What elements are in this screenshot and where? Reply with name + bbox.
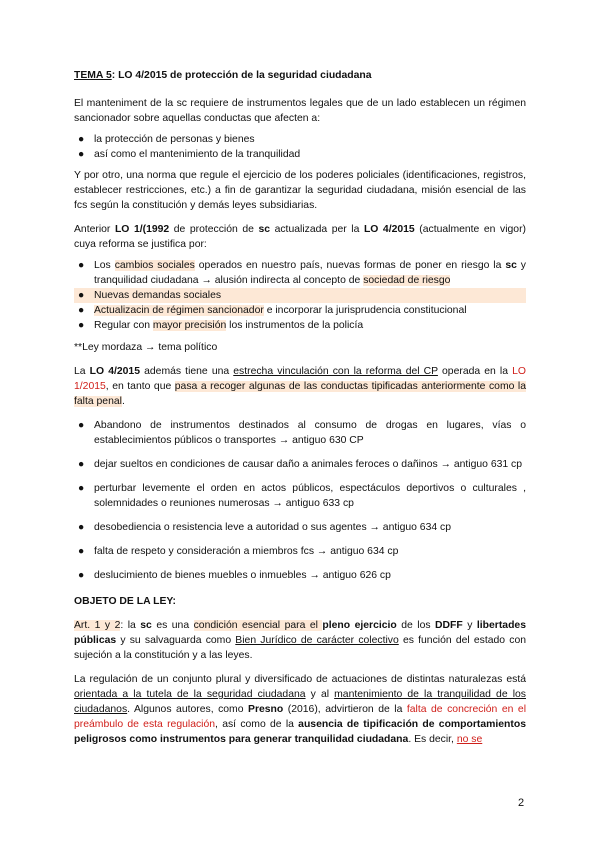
intro-paragraph: El manteniment de la sc requiere de instrumentos legales que de un lado establecen un régimen sancionador sobre aquellas conductas que afecten a: [74, 98, 526, 124]
list-item: ● Regular con mayor precisión los instrumentos de la policía [78, 320, 364, 331]
paragraph-regulation: La regulación de un conjunto plural y diversificado de actuaciones de distintas naturalezas está orientada a la tutela de la seguridad ciudadana y al mantenimiento de la tranquilidad de los ciudadanos. Algunos autores, como Presno (2016), advirtieron de la falta de concreción en el preámbulo de esta regulación, así como de la ausencia de tipificación de comportamientos peligrosos como instrumentos para generar tranquilidad ciudadana. Es decir, no se [74, 674, 526, 745]
paragraph-prior-law: Anterior LO 1/(1992 de protección de sc actualizada per la LO 4/2015 (actualmente en vigor) cuya reforma se justifica por: [74, 224, 526, 250]
bullet-icon: ● [78, 570, 85, 581]
bullet-icon: ● [78, 260, 85, 271]
list-item: ● la protección de personas y bienes [78, 134, 255, 145]
paragraph-powers: Y por otro, una norma que regule el ejercicio de los poderes policiales (identificaciones, registros, establecer restricciones, etc.) a fin de garantizar la seguridad ciudadana, misión esencial de las fcs según la constitución y demás leyes subsidiarias. [74, 170, 526, 211]
bullet-icon: ● [78, 134, 85, 145]
bullet-icon: ● [78, 483, 85, 494]
document-title [74, 68, 526, 83]
bullet-icon: ● [78, 305, 85, 316]
list-reform-reasons [74, 258, 526, 333]
list-item: ● Nuevas demandas sociales [74, 288, 526, 303]
bullet-icon: ● [78, 149, 85, 160]
list-item: ● falta de respeto y consideración a miembros fcs → antiguo 634 cp [78, 546, 399, 557]
bullet-icon: ● [78, 320, 85, 331]
list-former-offences [74, 418, 526, 583]
bullet-icon: ● [78, 290, 85, 301]
page-content [74, 68, 526, 747]
list-item: ● Los cambios sociales operados en nuestro país, nuevas formas de poner en riesgo la sc y tranquilidad ciudadana → alusión indirecta al concepto de sociedad de riesgo [78, 260, 526, 286]
section-heading-objeto: OBJETO DE LA LEY: [74, 596, 176, 607]
bullet-icon: ● [78, 420, 85, 431]
paragraph-articles: Art. 1 y 2: la sc es una condición esencial para el pleno ejercicio de los DDFF y libertades públicas y su salvaguarda como Bien Jurídico de carácter colectivo es función del estado con sujeción a la constitución y a las leyes. [74, 620, 527, 661]
list-item: ● desobediencia o resistencia leve a autoridad o sus agentes → antiguo 634 cp [78, 522, 451, 533]
list-item: ● deslucimiento de bienes muebles o inmuebles → antiguo 626 cp [78, 570, 391, 581]
list-item: ● Actualizacin de régimen sancionador e incorporar la jurisprudencia constitucional [78, 305, 467, 316]
bullet-icon: ● [78, 522, 85, 533]
list-protection [74, 132, 526, 162]
bullet-icon: ● [78, 459, 85, 470]
list-item: ● perturbar levemente el orden en actos públicos, espectáculos deportivos o culturales , solemnidades o reuniones numerosas → antiguo 633 cp [78, 483, 526, 509]
page-number: 2 [518, 797, 525, 809]
list-item: ● dejar sueltos en condiciones de causar daño a animales feroces o dañinos → antiguo 631 cp [78, 459, 523, 470]
title-rest: : LO 4/2015 de protección de la seguridad ciudadana [111, 70, 372, 81]
note-ley-mordaza: **Ley mordaza → tema político [74, 342, 218, 353]
list-item: ● Abandono de instrumentos destinados al consumo de drogas en lugares, vías o establecimientos públicos o transportes → antiguo 630 CP [78, 420, 526, 446]
bullet-icon: ● [78, 546, 85, 557]
list-item: ● así como el mantenimiento de la tranquilidad [78, 149, 301, 160]
title-tema: TEMA 5 [74, 70, 112, 81]
paragraph-cp-reform: La LO 4/2015 además tiene una estrecha vinculación con la reforma del CP operada en la LO 1/2015, en tanto que pasa a recoger algunas de las conductas tipificadas anteriormente como la falta penal. [74, 366, 526, 407]
